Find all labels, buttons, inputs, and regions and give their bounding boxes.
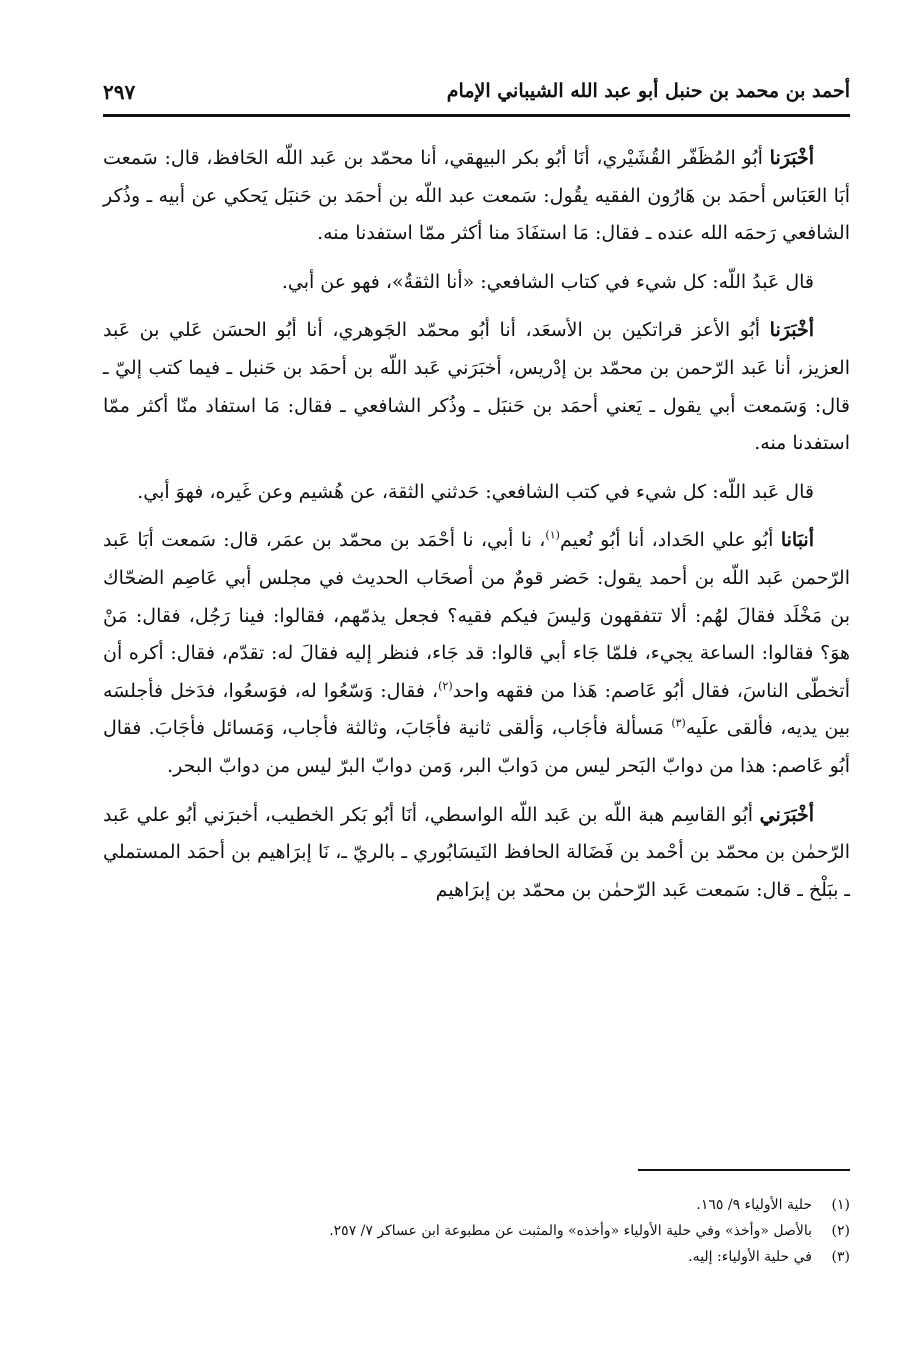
paragraph: [103, 474, 850, 512]
paragraph-lead: أنبَانا: [780, 529, 814, 552]
paragraph: [103, 522, 850, 785]
footnote-item: [103, 1244, 850, 1270]
running-title: أحمد بن محمد بن حنبل أبو عبد الله الشيباني الإمام: [446, 80, 850, 102]
paragraph-lead: أخْبَرَني: [759, 803, 814, 826]
paragraph-text: قال عَبدُ اللّه: كل شيء في كتاب الشافعي: «أنا الثقةُ»، فهو عن أبي.: [281, 270, 814, 293]
footnote-ref[interactable]: (٢): [438, 679, 453, 693]
footnote-number: (٣): [831, 1249, 850, 1265]
paragraph: [103, 264, 850, 302]
paragraph: [103, 797, 850, 910]
page-number: ٢٩٧: [103, 80, 136, 104]
paragraph-text: ، نا أبي، نا أحْمَد بن محمّد بن عمَر، قال: سَمعت أبَا عَبد الرّحمن عَبد اللّه بن أحمد يقول: حَضر قومٌ من أصحَاب الحديث في مجلس أبي عَاصِم الضحّاك بن مَخْلَد فقالَ لهُم: ألا تتفقهون وَليسَ فيكم فقيه؟ فجعل يذمّهم، فقالوا: فينا رَجُل، فقال: مَنْ هوَ؟ فقالوا: الساعة يجيء، فلمّا جَاء أبي قالوا: قد جَاء، فنظر إليه فقالَ له: تقدّم، فقال: أكره أن أتخطّى الناسَ، فقال أبُو عَاصم: هَذا من فقهه واحد: [103, 529, 850, 702]
footnote-text: بالأصل «وأخذ» وفي حلية الأولياء «وأخذه» والمثبت عن مطبوعة ابن عساكر ٧/ ٢٥٧.: [329, 1223, 812, 1239]
paragraph: [103, 140, 850, 253]
paragraph-text: أبُو علي الحَداد، أنا أبُو نُعيم: [559, 529, 781, 552]
paragraph-text: أبُو القاسِم هبة اللّه بن عَبد اللّه الواسطي، أنَا أبُو بَكر الخطيب، أخبرَني أبُو علي عَبد الرّحمٰن بن محمّد بن أحْمد بن فَضَالة الحافظ النَيسَابُوري ـ بالريّ ـ، نَا إبرَاهيم بن أحمَد المستملي ـ ببَلْخ ـ قال: سَمعت عَبد الرّحمٰن بن محمّد بن إبرَاهيم: [103, 803, 850, 901]
paragraph-text: مَسألة فأجَاب، وَألقى ثانية فأجَابَ، وثالثة فأجاب، وَمَسائل فأجَابَ. فقال أبُو عَاصم: هذا من دوابّ البَحر ليس من دَوابّ البر، وَمن دوابّ البرّ ليس من دوابّ البحر.: [103, 717, 850, 777]
footnote-text: حلية الأولياء ٩/ ١٦٥.: [696, 1197, 812, 1213]
footnotes: [103, 1192, 850, 1270]
paragraph-lead: أخْبَرَنا: [769, 147, 814, 169]
paragraph-text: أبُو المُظَفّر القُشَيْري، أنَا أبُو بكر البيهقي، أنا محمّد بن عَبد اللّه الحَافظ، قال: سَمعت أبَا العَبَاس أحمَد بن هَارُون الفقيه يقُول: سَمعت عبد اللّه بن أحمَد بن حَنبَل يَحكي عن أبيه ـ وذُكر الشافعي رَحمَه الله عنده ـ فقال: مَا استفَادَ منا أكثر ممّا استفدنا منه.: [103, 147, 850, 245]
paragraph-text: ، فقال: وَسّعُوا له، فوَسعُوا، فدَخل فأجلسَه بين يديه، فألقى علَيه: [103, 679, 850, 740]
footnote-ref[interactable]: (١): [545, 529, 560, 543]
body-text: [103, 140, 850, 920]
footnote-item: [103, 1218, 850, 1244]
footnote-separator: [638, 1169, 850, 1171]
paragraph-lead: أخْبَرَنا: [769, 319, 814, 342]
footnote-text: في حلية الأولياء: إليه.: [688, 1249, 812, 1265]
page-header: [103, 74, 850, 117]
footnote-number: (١): [831, 1197, 850, 1213]
footnote-item: [103, 1192, 850, 1218]
footnote-number: (٢): [831, 1223, 850, 1239]
footnote-ref[interactable]: (٣): [671, 716, 686, 730]
paragraph-text: أبُو الأعز قراتكين بن الأسعَد، أنا أبُو محمّد الجَوهري، أنا أبُو الحسَن عَلي بن عَبد العزيز، أنا عَبد الرّحمن بن محمّد بن إدْريس، أخبَرَني عَبد اللّه بن أحمَد بن حَنبل ـ فيما كتب إليّ ـ قال: وَسَمعت أبي يقول ـ يَعني أحمَد بن حَنبَل ـ وذُكر الشافعي ـ فقال: مَا استفاد منّا أكثر ممّا استفدنا منه.: [103, 319, 850, 455]
paragraph: [103, 312, 850, 462]
paragraph-text: قال عَبد اللّه: كل شيء في كتب الشافعي: حَدثني الثقة، عن هُشيم وعن غَيره، فهوَ أبي.: [137, 480, 814, 503]
